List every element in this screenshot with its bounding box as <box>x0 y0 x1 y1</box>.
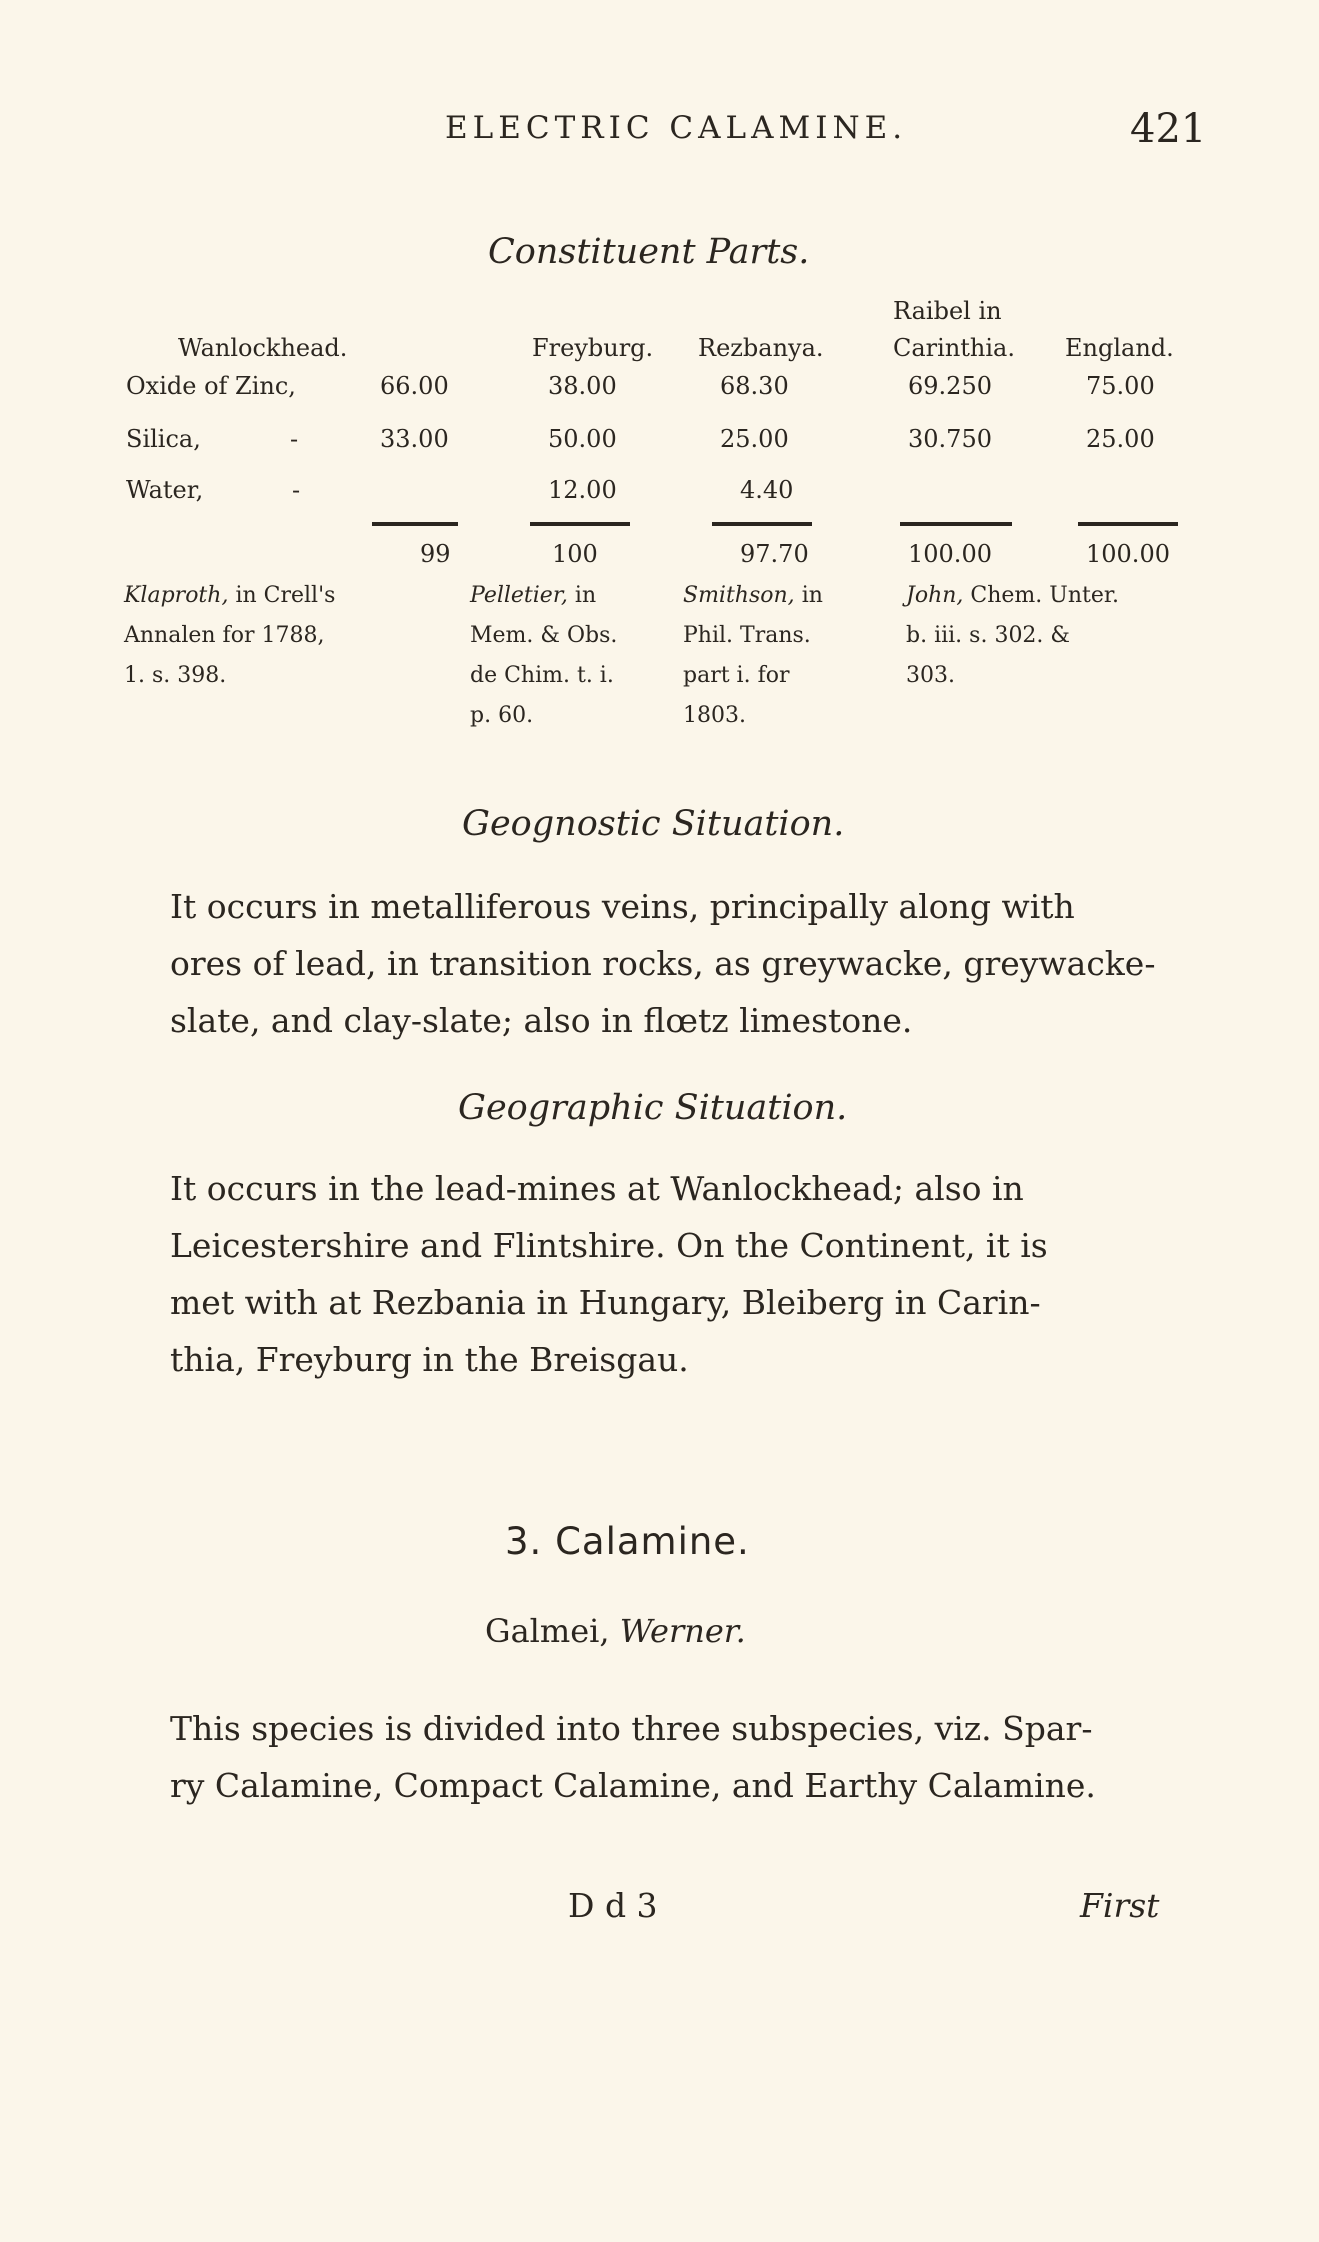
cell-silica-wanlockhead: 33.00 <box>380 425 449 453</box>
section-heading-geographic-situation: Geographic Situation. <box>458 1088 848 1128</box>
source-pelletier <box>470 576 617 736</box>
source-line: Annalen for 1788, <box>124 623 325 648</box>
source-line: b. iii. s. 302. & <box>906 623 1071 648</box>
row-dash-silica: - <box>290 425 299 453</box>
total-wanlockhead: 99 <box>420 540 451 568</box>
source-line: in <box>801 583 823 608</box>
source-author: Klaproth, <box>124 583 229 608</box>
cell-silica-rezbanya: 25.00 <box>720 425 789 453</box>
cell-oxide-rezbanya: 68.30 <box>720 372 789 400</box>
section-heading-constituent-parts: Constituent Parts. <box>488 232 810 272</box>
cell-silica-england: 25.00 <box>1086 425 1155 453</box>
column-header-rezbanya: Rezbanya. <box>698 334 824 362</box>
source-line: in <box>574 583 597 608</box>
row-label-water: Water, <box>126 476 204 504</box>
source-line: in Crell's <box>235 583 336 608</box>
total-england: 100.00 <box>1086 540 1170 568</box>
source-line: 1803. <box>683 703 746 728</box>
source-line: de Chim. t. i. <box>470 663 614 688</box>
row-dash-water: - <box>292 476 301 504</box>
cell-oxide-raibel: 69.250 <box>908 372 992 400</box>
column-header-england: England. <box>1065 334 1174 362</box>
source-line: 303. <box>906 663 955 688</box>
source-line: Mem. & Obs. <box>470 623 618 648</box>
source-line: part i. for <box>683 663 790 688</box>
species-synonym <box>485 1612 746 1650</box>
cell-silica-raibel: 30.750 <box>908 425 992 453</box>
source-author: John, <box>906 583 964 608</box>
species-paragraph: This species is divided into three subspecies, viz. Spar- ry Calamine, Compact Calamine, and Earthy Calamine. <box>170 1709 1096 1805</box>
cell-water-freyburg: 12.00 <box>548 476 617 504</box>
geognostic-paragraph: It occurs in metalliferous veins, principally along with ores of lead, in transition rocks, as greywacke, greywacke- slate, and clay-slate; also in flœtz limestone. <box>170 887 1156 1040</box>
total-rule-wanlockhead <box>372 522 458 526</box>
geographic-paragraph: It occurs in the lead-mines at Wanlockhead; also in Leicestershire and Flintshire. On the Continent, it is met with at Rezbania in Hungary, Bleiberg in Carin- thia, Freyburg in the Breisgau. <box>170 1169 1048 1379</box>
total-freyburg: 100 <box>552 540 598 568</box>
running-head: ELECTRIC CALAMINE. <box>445 110 908 146</box>
source-line: 1. s. 398. <box>124 663 227 688</box>
catchword: First <box>1080 1886 1160 1925</box>
cell-oxide-freyburg: 38.00 <box>548 372 617 400</box>
page-number: 421 <box>1130 106 1207 152</box>
cell-oxide-england: 75.00 <box>1086 372 1155 400</box>
species-title: 3. Calamine. <box>505 1520 750 1563</box>
source-author: Smithson, <box>683 583 795 608</box>
total-rule-raibel <box>900 522 1012 526</box>
total-rule-rezbanya <box>712 522 812 526</box>
total-rule-england <box>1078 522 1178 526</box>
total-rule-freyburg <box>530 522 630 526</box>
row-label-oxide-of-zinc: Oxide of Zinc, <box>126 372 296 400</box>
synonym-author: Werner. <box>619 1612 746 1650</box>
source-author: Pelletier, <box>470 583 568 608</box>
source-line: p. 60. <box>470 703 534 728</box>
column-header-raibel-line2: Carinthia. <box>893 334 1015 362</box>
signature-mark: D d 3 <box>568 1886 658 1925</box>
column-header-raibel-line1: Raibel in <box>893 297 1002 325</box>
row-label-silica: Silica, <box>126 425 201 453</box>
total-rezbanya: 97.70 <box>740 540 809 568</box>
source-smithson <box>683 576 823 736</box>
section-heading-geognostic-situation: Geognostic Situation. <box>462 804 845 844</box>
synonym-name: Galmei, <box>485 1612 610 1650</box>
total-raibel: 100.00 <box>908 540 992 568</box>
column-header-wanlockhead: Wanlockhead. <box>178 334 348 362</box>
source-line: Phil. Trans. <box>683 623 811 648</box>
cell-oxide-wanlockhead: 66.00 <box>380 372 449 400</box>
cell-silica-freyburg: 50.00 <box>548 425 617 453</box>
column-header-freyburg: Freyburg. <box>532 334 654 362</box>
cell-water-rezbanya: 4.40 <box>740 476 794 504</box>
source-line: Chem. Unter. <box>970 583 1119 608</box>
source-john <box>906 576 1119 696</box>
source-klaproth <box>124 576 335 696</box>
